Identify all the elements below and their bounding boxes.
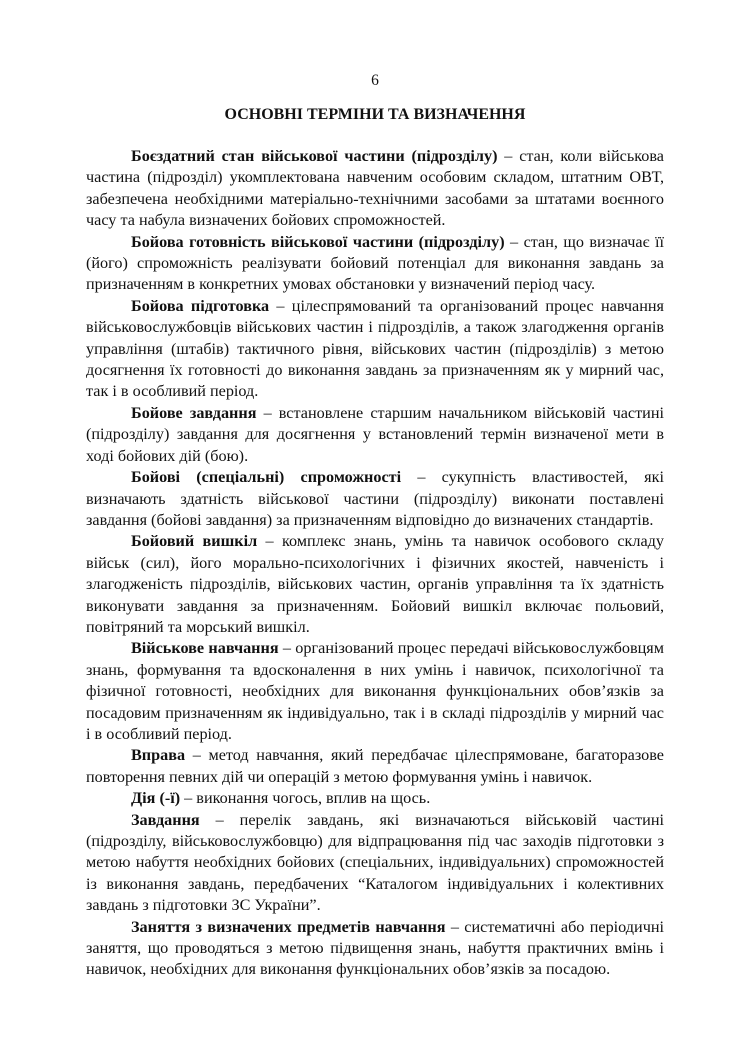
definition-term: Бойовий вишкіл bbox=[131, 532, 258, 551]
definition-term: Бойова підготовка bbox=[131, 296, 270, 315]
definition-term: Завдання bbox=[131, 810, 200, 829]
definition-text: – стан, коли військова частина (підрозділ) укомплектована навченим особовим складом, штатним ОВТ, забезпечена необхідними матеріально-технічними засобами за штатами воєнного часу та набула визначених бойових спроможностей. bbox=[86, 147, 664, 230]
definition-term: Бойова готовність військової частини (підрозділу) bbox=[131, 232, 505, 251]
definition-entry bbox=[86, 638, 664, 745]
definition-term: Вправа bbox=[131, 746, 186, 765]
definition-entry bbox=[86, 810, 664, 917]
definition-text: – комплекс знань, умінь та навичок особового складу військ (сил), його морально-психологічних і фізичних якостей, навченість і злагодженість підрозділів, військових частин, органів управління та їх здатність виконувати завдання за призначенням. Бойовий вишкіл включає польовий, повітряний та морський вишкіл. bbox=[86, 532, 664, 636]
definition-entry bbox=[86, 403, 664, 467]
definition-text: – організований процес передачі військовослужбовцям знань, формування та вдосконалення в них умінь і навичок, психологічної та фізичної готовності, необхідних для виконання функціональних обов’язків за посадовим призначенням як індивідуально, так і в складі підрозділів у мирний час і в особливий період. bbox=[86, 639, 664, 743]
definition-entry bbox=[86, 745, 664, 788]
definition-text: – систематичні або періодичні заняття, що проводяться з метою підвищення знань, набуття практичних вмінь і навичок, необхідних для виконання функціональних обов’язків за посадою. bbox=[86, 917, 665, 979]
definition-text: – цілеспрямований та організований процес навчання військовослужбовців військових частин і підрозділів, а також злагодження органів управління (штабів) тактичного рівня, військових частин (підрозділів) з метою досягнення їх готовності до виконання завдань за призначенням як у мирний час, так і в особливий період. bbox=[86, 296, 664, 401]
page-number: 6 bbox=[371, 72, 379, 89]
definition-text: – метод навчання, який передбачає цілеспрямоване, багаторазове повторення певних дій чи операцій з метою формування умінь і навичок. bbox=[86, 746, 664, 786]
definition-entry bbox=[86, 146, 664, 232]
definition-entry bbox=[86, 788, 664, 809]
definition-term: Заняття з визначених предметів навчання bbox=[131, 917, 446, 936]
definition-text: – сукупність властивостей, які визначають здатність військової частини (підрозділу) виконати поставлені завдання (бойові завдання) за призначенням відповідно до визначених стандартів. bbox=[86, 468, 664, 529]
page-title: ОСНОВНІ ТЕРМІНИ ТА ВИЗНАЧЕННЯ bbox=[224, 106, 526, 123]
definition-term: Бойові (спеціальні) спроможності bbox=[131, 468, 402, 487]
definition-text: – встановлене старшим начальником військовій частині (підрозділу) завдання для досягнення у встановлений термін визначеної мети в ході бойових дій (бою). bbox=[86, 403, 664, 465]
definitions-list bbox=[86, 146, 664, 981]
definition-entry bbox=[86, 917, 664, 981]
definition-text: – перелік завдань, які визначаються військовій частині (підрозділу, військовослужбовцю) для відпрацювання під час заходів підготовки з метою набуття необхідних бойових (спеціальних, індивідуальних) спроможностей із виконання завдань, передбачених “Каталогом індивідуальних і колективних завдань з підготовки ЗС України”. bbox=[86, 810, 664, 915]
definition-entry bbox=[86, 531, 664, 638]
definition-entry bbox=[86, 467, 664, 531]
definition-text: – виконання чогось, вплив на щось. bbox=[180, 789, 431, 808]
definition-term: Бойове завдання bbox=[131, 403, 257, 422]
definition-term: Військове навчання bbox=[131, 639, 279, 658]
definition-term: Боєздатний стан військової частини (підрозділу) bbox=[131, 147, 498, 165]
definition-entry bbox=[86, 296, 664, 403]
definition-text: – стан, що визначає її (його) спроможність реалізувати бойовий потенціал для виконання завдань за призначенням в конкретних умовах обстановки у визначений період часу. bbox=[86, 232, 664, 294]
definition-entry bbox=[86, 232, 664, 296]
definition-term: Дія (-ї) bbox=[131, 789, 181, 808]
